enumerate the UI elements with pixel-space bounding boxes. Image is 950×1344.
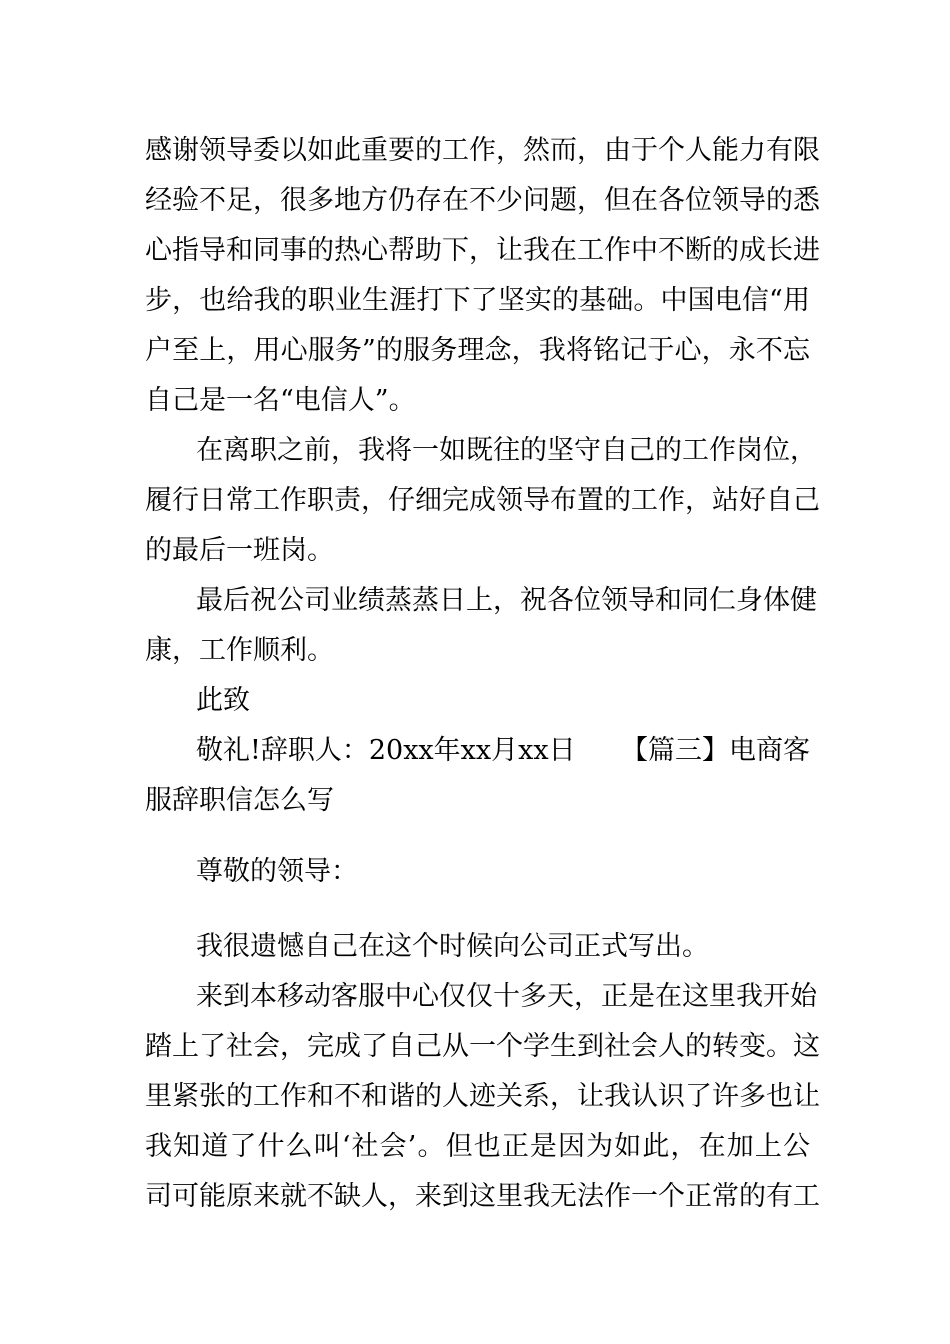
text-line: 司可能原来就不缺人，来到这里我无法作一个正常的有工 (145, 1181, 820, 1212)
text-line: 自己是一名“电信人”。 (145, 385, 416, 416)
text-line: 感谢领导委以如此重要的工作，然而，由于个人能力有限 (145, 135, 820, 166)
signature-date: 敬礼!辞职人：20xx年xx月xx日 (196, 735, 576, 766)
text-line: 经验不足，很多地方仍存在不少问题，但在各位领导的悉 (145, 185, 820, 216)
signature-line (196, 734, 810, 768)
text-line: 的最后一班岗。 (145, 535, 334, 566)
section-heading: 【篇三】电商客 (621, 735, 810, 766)
text-line: 履行日常工作职责，仔细完成领导布置的工作，站好自己 (145, 485, 820, 516)
text-line: 里紧张的工作和不和谐的人迹关系，让我认识了许多也让 (145, 1081, 820, 1112)
text-line: 我知道了什么叫‘社会’。但也正是因为如此，在加上公 (145, 1131, 810, 1162)
text-line: 步，也给我的职业生涯打下了坚实的基础。中国电信“用 (145, 285, 810, 316)
text-line: 来到本移动客服中心仅仅十多天，正是在这里我开始 (196, 981, 817, 1012)
greeting: 尊敬的领导： (196, 856, 358, 887)
section-heading-continued: 服辞职信怎么写 (145, 785, 334, 816)
text-line: 最后祝公司业绩蒸蒸日上，祝各位领导和同仁身体健 (196, 585, 817, 616)
text-line: 户至上，用心服务”的服务理念，我将铭记于心，永不忘 (145, 335, 810, 366)
text-line: 心指导和同事的热心帮助下，让我在工作中不断的成长进 (145, 235, 820, 266)
text-line: 康，工作顺利。 (145, 635, 334, 666)
closing-salutation: 此致 (196, 685, 250, 716)
text-line: 踏上了社会，完成了自己从一个学生到社会人的转变。这 (145, 1031, 820, 1062)
text-line: 我很遗憾自己在这个时候向公司正式写出。 (196, 931, 709, 962)
text-line: 在离职之前，我将一如既往的坚守自己的工作岗位， (196, 435, 817, 466)
